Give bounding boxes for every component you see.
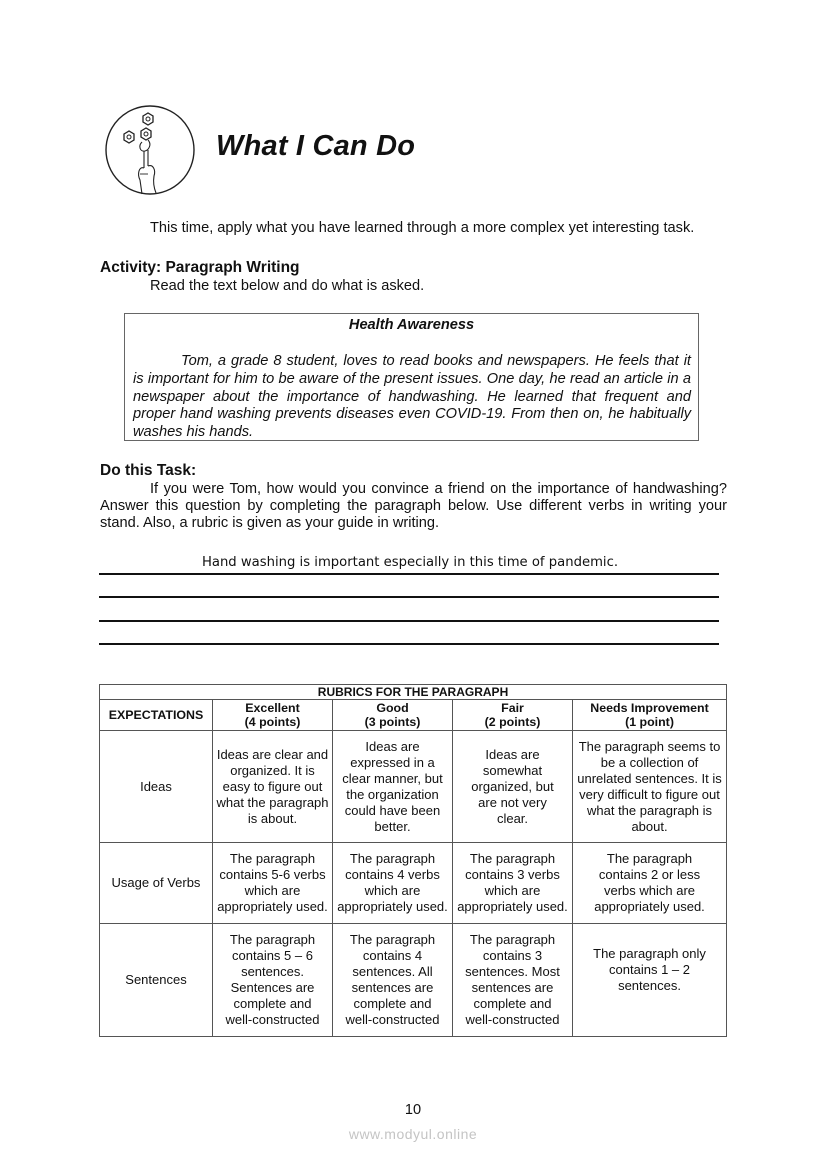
rubric-row-verbs [100, 843, 727, 924]
rubric-cell: The paragraph seems to be a collection of unrelated sentences. It is very difficult to figure out what the paragraph is about. [573, 731, 727, 843]
header-label: Needs Improvement [590, 700, 709, 715]
task-heading: Do this Task: [100, 462, 197, 479]
rubric-row-sentences [100, 924, 727, 1037]
header-expectations [100, 700, 213, 731]
rubric-cell: The paragraph only contains 1 – 2 sentences. [573, 924, 727, 1037]
task-text: If you were Tom, how would you convince a friend on the importance of handwashing? Answer this question by completing the paragraph below. Use different verbs in writing your stand. Also, a rubric is given as your guide in writing. [100, 481, 727, 531]
writing-line[interactable] [99, 643, 719, 645]
header-needs-improvement [573, 700, 727, 731]
header-points: (3 points) [364, 715, 421, 729]
rubric-header-row [100, 700, 727, 731]
header-fair [453, 700, 573, 731]
header-excellent [213, 700, 333, 731]
activity-heading: Activity: Paragraph Writing [100, 259, 300, 276]
rubric-cell: Ideas are somewhat organized, but are not very clear. [453, 731, 573, 843]
story-box [124, 313, 699, 441]
watermark: www.modyul.online [348, 1126, 478, 1142]
criterion-cell: Ideas [100, 731, 213, 843]
header-label: Excellent [245, 700, 300, 715]
rubric-cell: The paragraph contains 5-6 verbs which are appropriately used. [213, 843, 333, 924]
header-points: (4 points) [244, 715, 301, 729]
rubric-title: RUBRICS FOR THE PARAGRAPH [100, 685, 727, 700]
header-good [333, 700, 453, 731]
rubric-title-row [100, 685, 727, 700]
activity-instruction: Read the text below and do what is asked. [150, 278, 425, 294]
rubric-cell: The paragraph contains 5 – 6 sentences. Sentences are complete and well-constructed [213, 924, 333, 1037]
rubric-row-ideas [100, 731, 727, 843]
header-label: Fair [501, 700, 524, 715]
rubric-cell: The paragraph contains 2 or less verbs which are appropriately used. [573, 843, 727, 924]
writing-line[interactable] [99, 596, 719, 598]
page-title: What I Can Do [216, 130, 416, 162]
writing-line[interactable] [99, 620, 719, 622]
story-text: Tom, a grade 8 student, loves to read books and newspapers. He feels that it is important for him to be aware of the present issues. One day, he read an article in a newspaper about the importance of handwashing. He learned that frequent and proper hand washing prevents diseases even COVID-19. From then on, he habitually washes his hands. [133, 353, 691, 441]
rubric-cell: Ideas are clear and organized. It is easy to figure out what the paragraph is about. [213, 731, 333, 843]
page-number: 10 [404, 1102, 422, 1118]
rubric-cell: The paragraph contains 4 sentences. All sentences are complete and well-constructed [333, 924, 453, 1037]
rubric-cell: The paragraph contains 3 verbs which are appropriately used. [453, 843, 573, 924]
criterion-cell: Usage of Verbs [100, 843, 213, 924]
header-label: Good [376, 700, 409, 715]
intro-text: This time, apply what you have learned through a more complex yet interesting task. [150, 220, 695, 236]
writing-line[interactable] [99, 573, 719, 575]
rubric-cell: The paragraph contains 4 verbs which are appropriately used. [333, 843, 453, 924]
rubric-cell: The paragraph contains 3 sentences. Most sentences are complete and well-constructed [453, 924, 573, 1037]
header-label: EXPECTATIONS [108, 707, 204, 722]
hand-with-gears-icon [104, 104, 196, 196]
header-points: (1 point) [625, 715, 674, 729]
rubric-table [99, 684, 727, 1037]
starter-sentence: Hand washing is important especially in this time of pandemic. [201, 555, 619, 570]
story-title: Health Awareness [348, 317, 475, 333]
criterion-cell: Sentences [100, 924, 213, 1037]
header-points: (2 points) [484, 715, 541, 729]
rubric-cell: Ideas are expressed in a clear manner, but the organization could have been better. [333, 731, 453, 843]
